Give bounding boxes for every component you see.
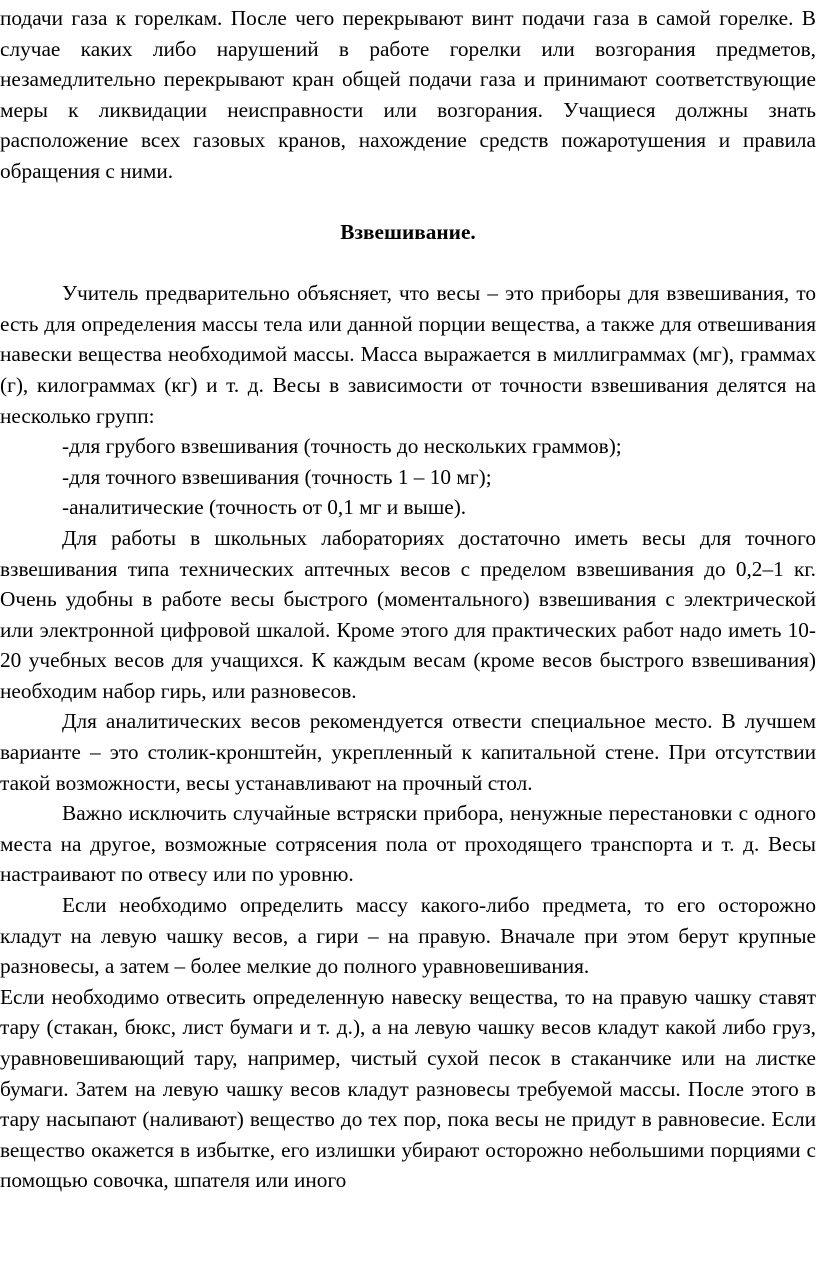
intro-paragraph: подачи газа к горелкам. После чего перекрывают винт подачи газа в самой горелке. В случае каких либо нарушений в работе горелки или возгорания предметов, незамедлительно перекрывают кран общей подачи газа и принимают соответствующие меры к ликвидации неисправности или возгорания. Учащиеся должны знать расположение всех газовых кранов, нахождение средств пожаротушения и правила обращения с ними. xyxy=(0,6,816,183)
list-item-precise: -для точного взвешивания (точность 1 – 10 мг); xyxy=(62,464,492,489)
list-item-rough: -для грубого взвешивания (точность до нескольких граммов); xyxy=(62,434,622,459)
paragraph-mass-measure: Если необходимо определить массу какого-либо предмета, то его осторожно кладут на левую чашку весов, а гири – на правую. Вначале при этом берут крупные разновесы, а затем – более мелкие до полного уравновешивания. xyxy=(0,893,816,979)
paragraph-weighing-portion: Если необходимо отвесить определенную навеску вещества, то на правую чашку ставят тару (стакан, бюкс, лист бумаги и т. д.), а на левую чашку весов кладут какой либо груз, уравновешивающий тару, например, чистый сухой песок в стаканчике или на листке бумаги. Затем на левую чашку весов кладут разновесы требуемой массы. После этого в тару насыпают (наливают) вещество до тех пор, пока весы не придут в равновесие. Если вещество окажется в избытке, его излишки убирают осторожно небольшими порциями с помощью совочка, шпателя или иного xyxy=(0,984,816,1193)
paragraph-analytical-place: Для аналитических весов рекомендуется отвести специальное место. В лучшем варианте – это столик-кронштейн, укрепленный к капитальной стене. При отсутствии такой возможности, весы устанавливают на прочный стол. xyxy=(0,709,816,795)
paragraph-shocks: Важно исключить случайные встряски прибора, ненужные перестановки с одного места на другое, возможные сотрясения пола от проходящего транспорта и т. д. Весы настраивают по отвесу или по уровню. xyxy=(0,801,816,887)
section-heading: Взвешивание. xyxy=(340,219,476,244)
paragraph-scales-intro: Учитель предварительно объясняет, что весы – это приборы для взвешивания, то есть для определения массы тела или данной порции вещества, а также для отвешивания навески вещества необходимой массы. Масса выражается в миллиграммах (мг), граммах (г), килограммах (кг) и т. д. Весы в зависимости от точности взвешивания делятся на несколько групп: xyxy=(0,281,816,428)
list-item-analytical: -аналитические (точность от 0,1 мг и выше). xyxy=(62,495,467,520)
paragraph-school-scales: Для работы в школьных лабораториях достаточно иметь весы для точного взвешивания типа технических аптечных весов с пределом взвешивания до 0,2–1 кг. Очень удобны в работе весы быстрого (моментального) взвешивания с электрической или электронной цифровой шкалой. Кроме этого для практических работ надо иметь 10-20 учебных весов для учащихся. К каждым весам (кроме весов быстрого взвешивания) необходим набор гирь, или разновесов. xyxy=(0,525,816,703)
